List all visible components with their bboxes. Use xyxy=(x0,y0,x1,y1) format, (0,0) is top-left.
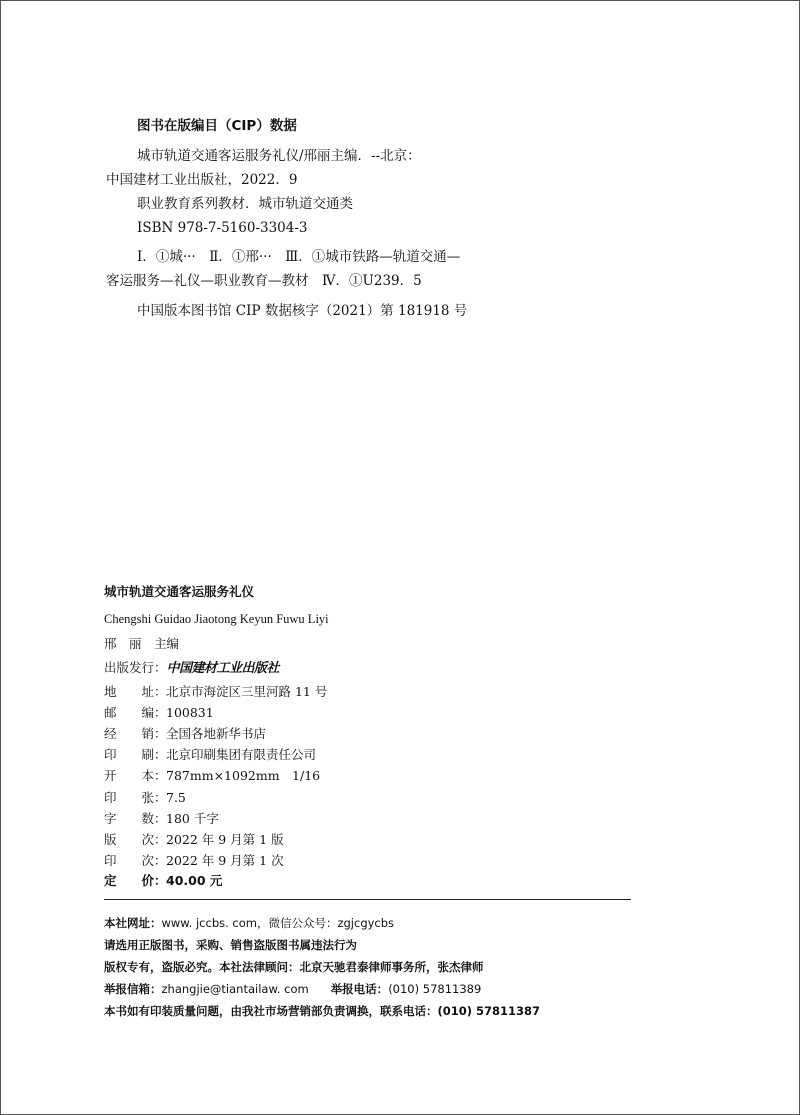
imprint-row-value: 100831 xyxy=(166,705,214,721)
price-value: 40.00 元 xyxy=(166,873,223,888)
publisher-label: 出版发行： xyxy=(104,660,167,675)
divider-rule xyxy=(104,899,631,900)
publisher-row xyxy=(104,660,279,676)
cip-line-6: 客运服务—礼仪—职业教育—教材 Ⅳ．①U239．5 xyxy=(106,273,422,289)
cip-line-3: 职业教育系列教材．城市轨道交通类 xyxy=(137,196,353,212)
imprint-row xyxy=(104,747,316,762)
website-value: www. jccbs. com，微信公众号：zgjcgycbs xyxy=(161,916,395,930)
imprint-row-value: 北京印刷集团有限责任公司 xyxy=(166,747,317,763)
imprint-row-label: 经 销： xyxy=(104,726,167,742)
imprint-row-value: 7.5 xyxy=(166,789,186,805)
imprint-row-value: 2022 年 9 月第 1 版 xyxy=(166,831,284,847)
footer-quality-contact: 本书如有印装质量问题，由我社市场营销部负责调换，联系电话：(010) 57811387 xyxy=(104,1004,541,1018)
imprint-row xyxy=(104,811,219,826)
imprint-row xyxy=(104,684,327,699)
cip-isbn: ISBN 978-7-5160-3304-3 xyxy=(137,220,308,236)
imprint-row-label: 印 刷： xyxy=(104,747,167,763)
imprint-row xyxy=(104,853,284,868)
imprint-row xyxy=(104,726,266,741)
cip-line-7: 中国版本图书馆 CIP 数据核字（2021）第 181918 号 xyxy=(137,303,468,319)
price-label: 定 价： xyxy=(104,873,167,888)
book-title-pinyin: Chengshi Guidao Jiaotong Keyun Fuwu Liyi xyxy=(104,612,329,626)
imprint-row xyxy=(104,832,284,847)
imprint-row-label: 字 数： xyxy=(104,810,167,826)
imprint-row-value: 北京市海淀区三里河路 11 号 xyxy=(166,684,328,699)
report-phone-label: 举报电话： xyxy=(330,982,389,996)
imprint-row-label: 地 址： xyxy=(104,684,167,699)
price-row xyxy=(104,873,222,888)
imprint-row-label: 邮 编： xyxy=(104,705,167,721)
cip-line-2: 中国建材工业出版社，2022．9 xyxy=(106,172,298,188)
footer-report xyxy=(104,982,481,996)
imprint-row-value: 180 千字 xyxy=(166,810,219,826)
imprint-row-label: 版 次： xyxy=(104,831,167,847)
imprint-row-label: 开 本： xyxy=(104,768,167,784)
imprint-row-value: 787mm×1092mm 1/16 xyxy=(166,768,321,784)
report-email-label: 举报信箱： xyxy=(104,982,162,996)
website-label: 本社网址： xyxy=(104,916,162,930)
footer-piracy-warning: 请选用正版图书，采购、销售盗版图书属违法行为 xyxy=(104,938,357,952)
footer-website xyxy=(104,916,394,930)
editor: 邢 丽 主编 xyxy=(104,636,180,651)
imprint-row-label: 印 次： xyxy=(104,852,167,868)
report-phone-value: (010) 57811389 xyxy=(388,982,482,996)
cip-line-5: Ⅰ．①城··· Ⅱ．①邢··· Ⅲ．①城市铁路—轨道交通— xyxy=(137,249,461,265)
imprint-row xyxy=(104,768,320,783)
report-email-value: zhangjie@tiantailaw. com xyxy=(161,982,309,996)
book-title-cn: 城市轨道交通客运服务礼仪 xyxy=(104,584,255,599)
imprint-row xyxy=(104,790,186,805)
cip-line-1: 城市轨道交通客运服务礼仪/邢丽主编．--北京： xyxy=(137,148,421,164)
imprint-row xyxy=(104,705,214,720)
publisher-logo: 中国建材工业出版社 xyxy=(166,661,280,676)
cip-title: 图书在版编目（CIP）数据 xyxy=(137,118,297,134)
copyright-bold: 版权专有，盗版必究。 xyxy=(104,960,219,974)
legal-counsel: 本社法律顾问：北京天驰君泰律师事务所，张杰律师 xyxy=(219,960,484,974)
footer-copyright xyxy=(104,960,484,974)
imprint-row-value: 全国各地新华书店 xyxy=(166,726,267,742)
imprint-row-label: 印 张： xyxy=(104,789,167,805)
imprint-row-value: 2022 年 9 月第 1 次 xyxy=(166,852,284,868)
